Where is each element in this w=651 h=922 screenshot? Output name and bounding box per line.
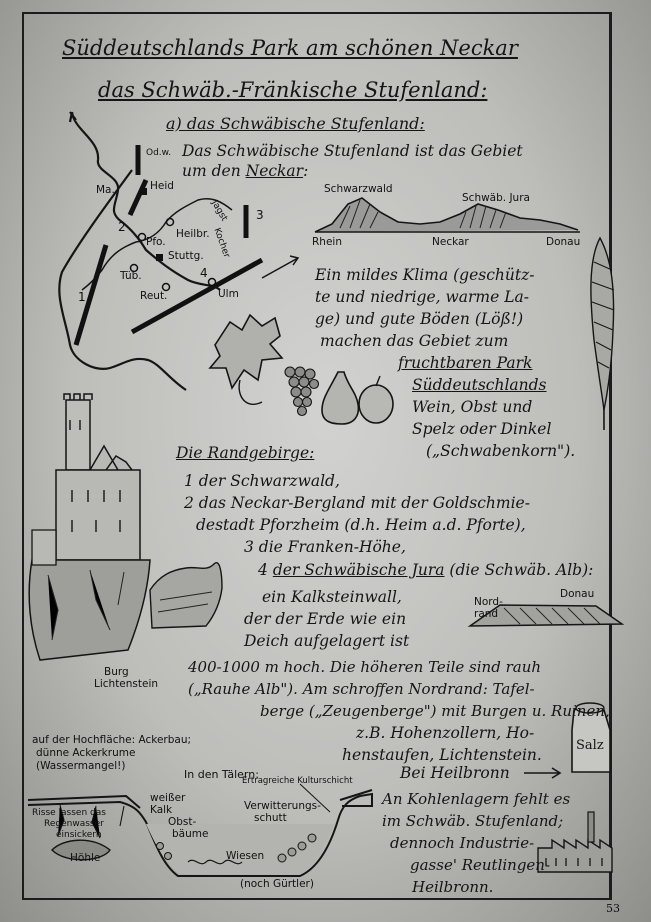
kalk-line-1: ein Kalksteinwall, bbox=[262, 588, 402, 606]
profile-donau: Donau bbox=[546, 236, 581, 248]
randgebirge-line-1: 1 der Schwarzwald, bbox=[184, 472, 340, 490]
apple bbox=[359, 385, 393, 423]
pear bbox=[322, 372, 358, 424]
burg-label-1: Burg bbox=[104, 666, 129, 678]
alb-line-1: 400-1000 m hoch. Die höheren Teile sind rauh bbox=[188, 658, 542, 676]
factory-chimney bbox=[588, 812, 594, 842]
climate-line-3: ge) und gute Böden (Löß!) bbox=[315, 310, 524, 328]
kalk-line-2: der der Erde wie ein bbox=[244, 610, 407, 628]
kohle-line-3: dennoch Industrie- bbox=[390, 834, 535, 852]
map-tub: Tüb. bbox=[120, 270, 142, 282]
vine-leaf bbox=[210, 315, 282, 388]
randgebirge-line-3: destadt Pforzheim (d.h. Heim a.d. Pforte), bbox=[196, 516, 526, 534]
arrow-heilbronn bbox=[524, 768, 560, 778]
map-num-2: 2 bbox=[118, 220, 126, 234]
products-line-3: („Schwabenkorn"). bbox=[426, 442, 576, 460]
map-ma: Ma. bbox=[96, 184, 115, 196]
kohle-line-1: An Kohlenlagern fehlt es bbox=[382, 790, 571, 808]
diag-ertrag: Ertragreiche Kulturschicht bbox=[242, 776, 353, 786]
diag-risse-1: Risse lassen das bbox=[32, 808, 106, 818]
profile-rhein: Rhein bbox=[312, 236, 342, 248]
alb-line-3: berge („Zeugenberge") mit Burgen u. Ruinen, bbox=[260, 702, 610, 720]
castle-battlements bbox=[64, 394, 92, 400]
diag-verw-2: schutt bbox=[254, 812, 287, 824]
kohle-line-4: gasse' Reutlingen- bbox=[410, 856, 551, 874]
profile-schwarzwald: Schwarzwald bbox=[324, 183, 393, 195]
arrow-to-profile bbox=[262, 256, 298, 278]
map-stuttg: Stuttg. bbox=[168, 250, 204, 262]
profile-neckar: Neckar bbox=[432, 236, 469, 248]
city-pfo bbox=[139, 234, 146, 241]
salz-label: Salz bbox=[576, 738, 604, 753]
intro-neckar: Neckar bbox=[245, 162, 304, 180]
map-jagst: Jagst bbox=[209, 198, 229, 224]
intro-colon: : bbox=[303, 162, 309, 180]
diag-risse-2: Regenwasser bbox=[44, 819, 104, 829]
randgebirge-heading: Die Randgebirge: bbox=[176, 444, 315, 462]
intro-um-den: um den bbox=[182, 162, 241, 180]
map-pfo: Pfo. bbox=[146, 236, 166, 248]
diag-wiesen: Wiesen bbox=[226, 850, 265, 862]
city-heilbr bbox=[167, 219, 174, 226]
diag-guertler: (noch Gürtler) bbox=[240, 878, 314, 890]
climate-line-2: te und niedrige, warme La- bbox=[315, 288, 529, 306]
title-line1: Süddeutschlands Park am schönen Neckar bbox=[62, 36, 518, 60]
climate-line-4: machen das Gebiet zum bbox=[320, 332, 509, 350]
kohle-line-5: Heilbronn. bbox=[412, 878, 494, 896]
map-kocher: Kocher bbox=[211, 226, 232, 260]
jura-line bbox=[258, 561, 593, 579]
castle-rock bbox=[29, 560, 150, 660]
wheat-ear bbox=[591, 238, 614, 410]
diag-hochflaeche-2: dünne Ackerkrume bbox=[36, 747, 136, 759]
nordrand-donau: Donau bbox=[560, 588, 595, 600]
jura-number: 4 bbox=[258, 561, 268, 579]
map-num-1: 1 bbox=[78, 290, 86, 304]
castle-tower bbox=[66, 400, 90, 470]
diag-obst-2: bäume bbox=[172, 828, 209, 840]
hills-sketch bbox=[150, 563, 222, 628]
sueddeutschlands: Süddeutschlands bbox=[412, 376, 547, 394]
alb-line-4: z.B. Hohenzollern, Ho- bbox=[356, 724, 535, 742]
randgebirge-line-2: 2 das Neckar-Bergland mit der Goldschmie- bbox=[184, 494, 530, 512]
diag-verw-1: Verwitterungs- bbox=[244, 800, 321, 812]
map-heid: Heid bbox=[150, 180, 174, 192]
range-2-line bbox=[130, 180, 146, 215]
jura-name: der Schwäbische Jura bbox=[272, 561, 445, 579]
burg-label-2: Lichtenstein bbox=[94, 678, 159, 690]
castle-left-wing bbox=[32, 530, 56, 565]
diag-hoehle: Höhle bbox=[70, 852, 101, 864]
diag-risse-3: einsickern bbox=[56, 830, 102, 840]
vine-tendril bbox=[239, 380, 262, 404]
diag-kalk-2: Kalk bbox=[150, 804, 173, 816]
kalk-line-3: Deich aufgelagert ist bbox=[244, 632, 410, 650]
map-reut: Reut. bbox=[140, 290, 168, 302]
map-num-3: 3 bbox=[256, 208, 264, 222]
diag-taelern: In den Tälern: bbox=[184, 768, 259, 781]
grape-cluster bbox=[285, 367, 319, 416]
products-line-2: Spelz oder Dinkel bbox=[412, 420, 552, 438]
heilbronn-line: Bei Heilbronn bbox=[400, 764, 510, 782]
alb-line-5: henstaufen, Lichtenstein. bbox=[342, 746, 542, 764]
climate-line-1: Ein mildes Klima (geschütz- bbox=[315, 266, 535, 284]
intro-line1: Das Schwäbische Stufenland ist das Gebiet bbox=[182, 142, 523, 160]
alb-line-2: („Rauhe Alb"). Am schroffen Nordrand: Tafel- bbox=[188, 680, 535, 698]
map-odenwald: Od.w. bbox=[146, 148, 172, 158]
intro-line2 bbox=[182, 162, 308, 180]
randgebirge-line-4: 3 die Franken-Höhe, bbox=[244, 538, 406, 556]
nordrand-label-1: Nord- bbox=[474, 596, 503, 608]
kohle-line-2: im Schwäb. Stufenland; bbox=[382, 812, 564, 830]
diag-hochflaeche-1: auf der Hochfläche: Ackerbau; bbox=[32, 734, 192, 746]
diag-obst-1: Obst- bbox=[168, 816, 197, 828]
city-stuttg bbox=[156, 254, 163, 261]
jura-paren: (die Schwäb. Alb): bbox=[449, 561, 594, 579]
diag-kalk-1: weißer bbox=[150, 792, 186, 804]
map-ulm: Ulm bbox=[218, 288, 239, 300]
profile-jura: Schwäb. Jura bbox=[462, 192, 530, 204]
city-ulm bbox=[209, 279, 216, 286]
city-heid bbox=[140, 188, 147, 195]
page-number: 53 bbox=[606, 902, 620, 915]
nordrand-label-2: rand bbox=[474, 608, 499, 620]
fruchtbaren-park: fruchtbaren Park bbox=[398, 354, 533, 372]
map-heilbr: Heilbr. bbox=[176, 228, 210, 240]
map-num-4: 4 bbox=[200, 266, 208, 280]
products-line-1: Wein, Obst und bbox=[412, 398, 533, 416]
diag-hochflaeche-3: (Wassermangel!) bbox=[36, 760, 126, 772]
title-line2: das Schwäb.-Fränkische Stufenland: bbox=[98, 78, 488, 102]
section-a-heading: a) das Schwäbische Stufenland: bbox=[166, 114, 425, 133]
